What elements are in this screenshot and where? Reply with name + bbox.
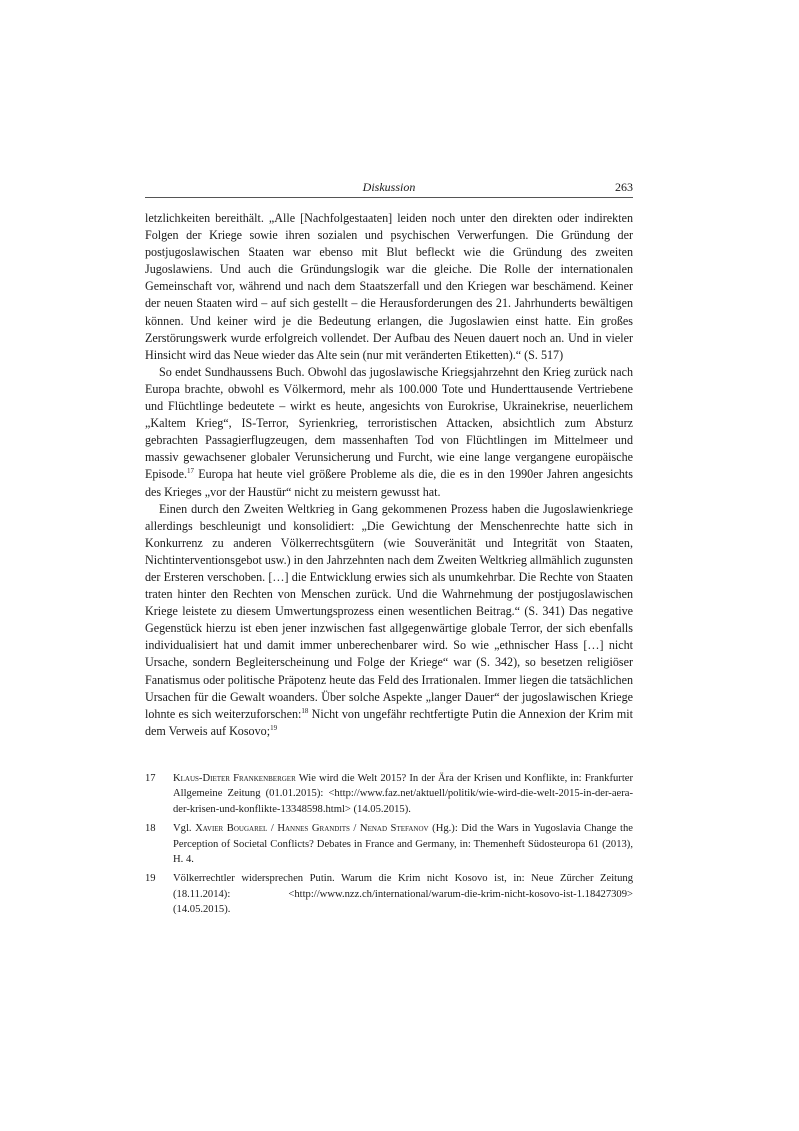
footnote-number: 19	[145, 873, 156, 885]
running-title: Diskussion	[362, 180, 416, 194]
footnote-author: Klaus-Dieter Frankenberger	[173, 773, 296, 784]
footnotes	[145, 771, 633, 922]
footnote-author: Xavier Bougarel / Hannes Grandits / Nenad Stefanov	[195, 823, 429, 835]
paragraph: letzlichkeiten bereithält. „Alle [Nachfolgestaaten] leiden noch unter den direkten oder indirekten Folgen der Kriege sowie ihren sozialen und psychischen Verwerfungen. Die Gründung der postjugoslawischen Staaten war ebenso mit Blut befleckt wie die Gründung des zweiten Jugoslawiens. Und auch die Gründungslogik war die gleiche. Die Rolle der internationalen Gemeinschaft vor, während und nach dem Staatszerfall und den Kriegen war beschämend. Keiner der neuen Staaten wird – auf sich gestellt – die Herausforderungen des 21. Jahrhunderts bewältigen können. Und keiner wird je die Bedeutung erlangen, die Jugoslawien einst hatte. Ein großes Zerstörungswerk wurde erfolgreich vollendet. Der Aufbau des Neuen dauert noch an. Und in vieler Hinsicht wird das Neue wieder das Alte sein (nur mit veränderten Etiketten).“ (S. 517)	[145, 211, 633, 362]
footnote: 18 Vgl. Xavier Bougarel / Hannes Grandits / Nenad Stefanov (Hg.): Did the Wars in Yugoslavia Change the Perception of Societal Conflicts? Debates in France and Germany, in: Themenheft Südosteuropa 61 (2013), H. 4.	[145, 821, 633, 867]
body-text	[145, 210, 633, 740]
footnote: 17 Klaus-Dieter Frankenberger Wie wird die Welt 2015? In der Ära der Krisen und Konflikte, in: Frankfurter Allgemeine Zeitung (01.01.2015): <http://www.faz.net/aktuell/politik/wie-wird-die-welt-2015-in-der-aera-der-krisen-und-konflikte-13348598.html> (14.05.2015).	[145, 771, 633, 817]
running-header	[145, 179, 633, 195]
paragraph: Einen durch den Zweiten Weltkrieg in Gang gekommenen Prozess haben die Jugoslawienkriege allerdings beschleunigt und konsolidiert: „Die Gewichtung der Menschenrechte hatte sich in Konkurrenz zu anderen Völkerrechtsgütern (wie Souveränität und Integrität von Staaten, Nichtinterventionsgebot usw.) in den Jahrzehnten nach dem Zweiten Weltkrieg allmählich zugunsten der Ersteren verschoben. […] die Entwicklung erwies sich als unumkehrbar. Die Rechte von Staaten traten hinter den Rechten von Menschen zurück. Und die Wahrnehmung der postjugoslawischen Kriege leistete zu diesem Umwertungsprozess einen wesentlichen Beitrag.“ (S. 341) Das negative Gegenstück hierzu ist eben jener inzwischen fast allgegenwärtige globale Terror, der sich ebenfalls individualisiert hat und damit immer unberechenbarer wird. So wie „ethnischer Hass […] nicht Ursache, sondern Begleiterscheinung und Folge der Kriege“ war (S. 342), so besetzen religiöser Fanatismus oder politische Präpotenz heute das Feld des Irrationalen. Immer liegen die tatsächlichen Ursachen für die Gewalt woanders. Über solche Aspekte „langer Dauer“ der jugoslawischen Kriege lohnte es sich weiterzuforschen:$^{18}$ Nicht von ungefähr rechtfertigte Putin die Annexion der Krim mit dem Verweis auf Kosovo;$^{19}$	[145, 501, 634, 738]
header-rule	[145, 197, 633, 198]
paragraph: So endet Sundhaussens Buch. Obwohl das jugoslawische Kriegsjahrzehnt den Krieg zurück nach Europa brachte, obwohl es Völkermord, mehr als 100.000 Tote und Hunderttausende Vertriebene und Flüchtlinge bedeutete – wirkt es heute, angesichts von Eurokrise, Ukrainekrise, neuerlichem „Kaltem Krieg“, IS-Terror, Syrienkrieg, terroristischen Attacken, absichtlich zum Absturz gebrachten Passagierflugzeugen, dem massenhaften Tod von Flüchtlingen im Mittelmeer und massiv gewachsener globaler Verunsicherung und Furcht, wie eine lange vergangene europäische Episode.$^{17}$ Europa hat heute viel größere Probleme als die, die es in den 1990er Jahren angesichts des Krieges „vor der Haustür“ nicht zu meistern gewusst hat.	[145, 364, 633, 499]
footnote-ref[interactable]: 17	[187, 467, 194, 476]
footnote-number: 18	[145, 823, 156, 835]
page-number: 263	[615, 180, 633, 194]
footnote-number: 17	[145, 773, 156, 784]
footnote: 19 Völkerrechtler widersprechen Putin. Warum die Krim nicht Kosovo ist, in: Neue Zürcher Zeitung (18.11.2014): <http://www.nzz.ch/international/warum-die-krim-nicht-kosovo-ist-1.18427309> (14.05.2015).	[145, 871, 633, 917]
footnote-ref[interactable]: 19	[270, 723, 278, 732]
footnote-ref[interactable]: 18	[301, 706, 309, 715]
